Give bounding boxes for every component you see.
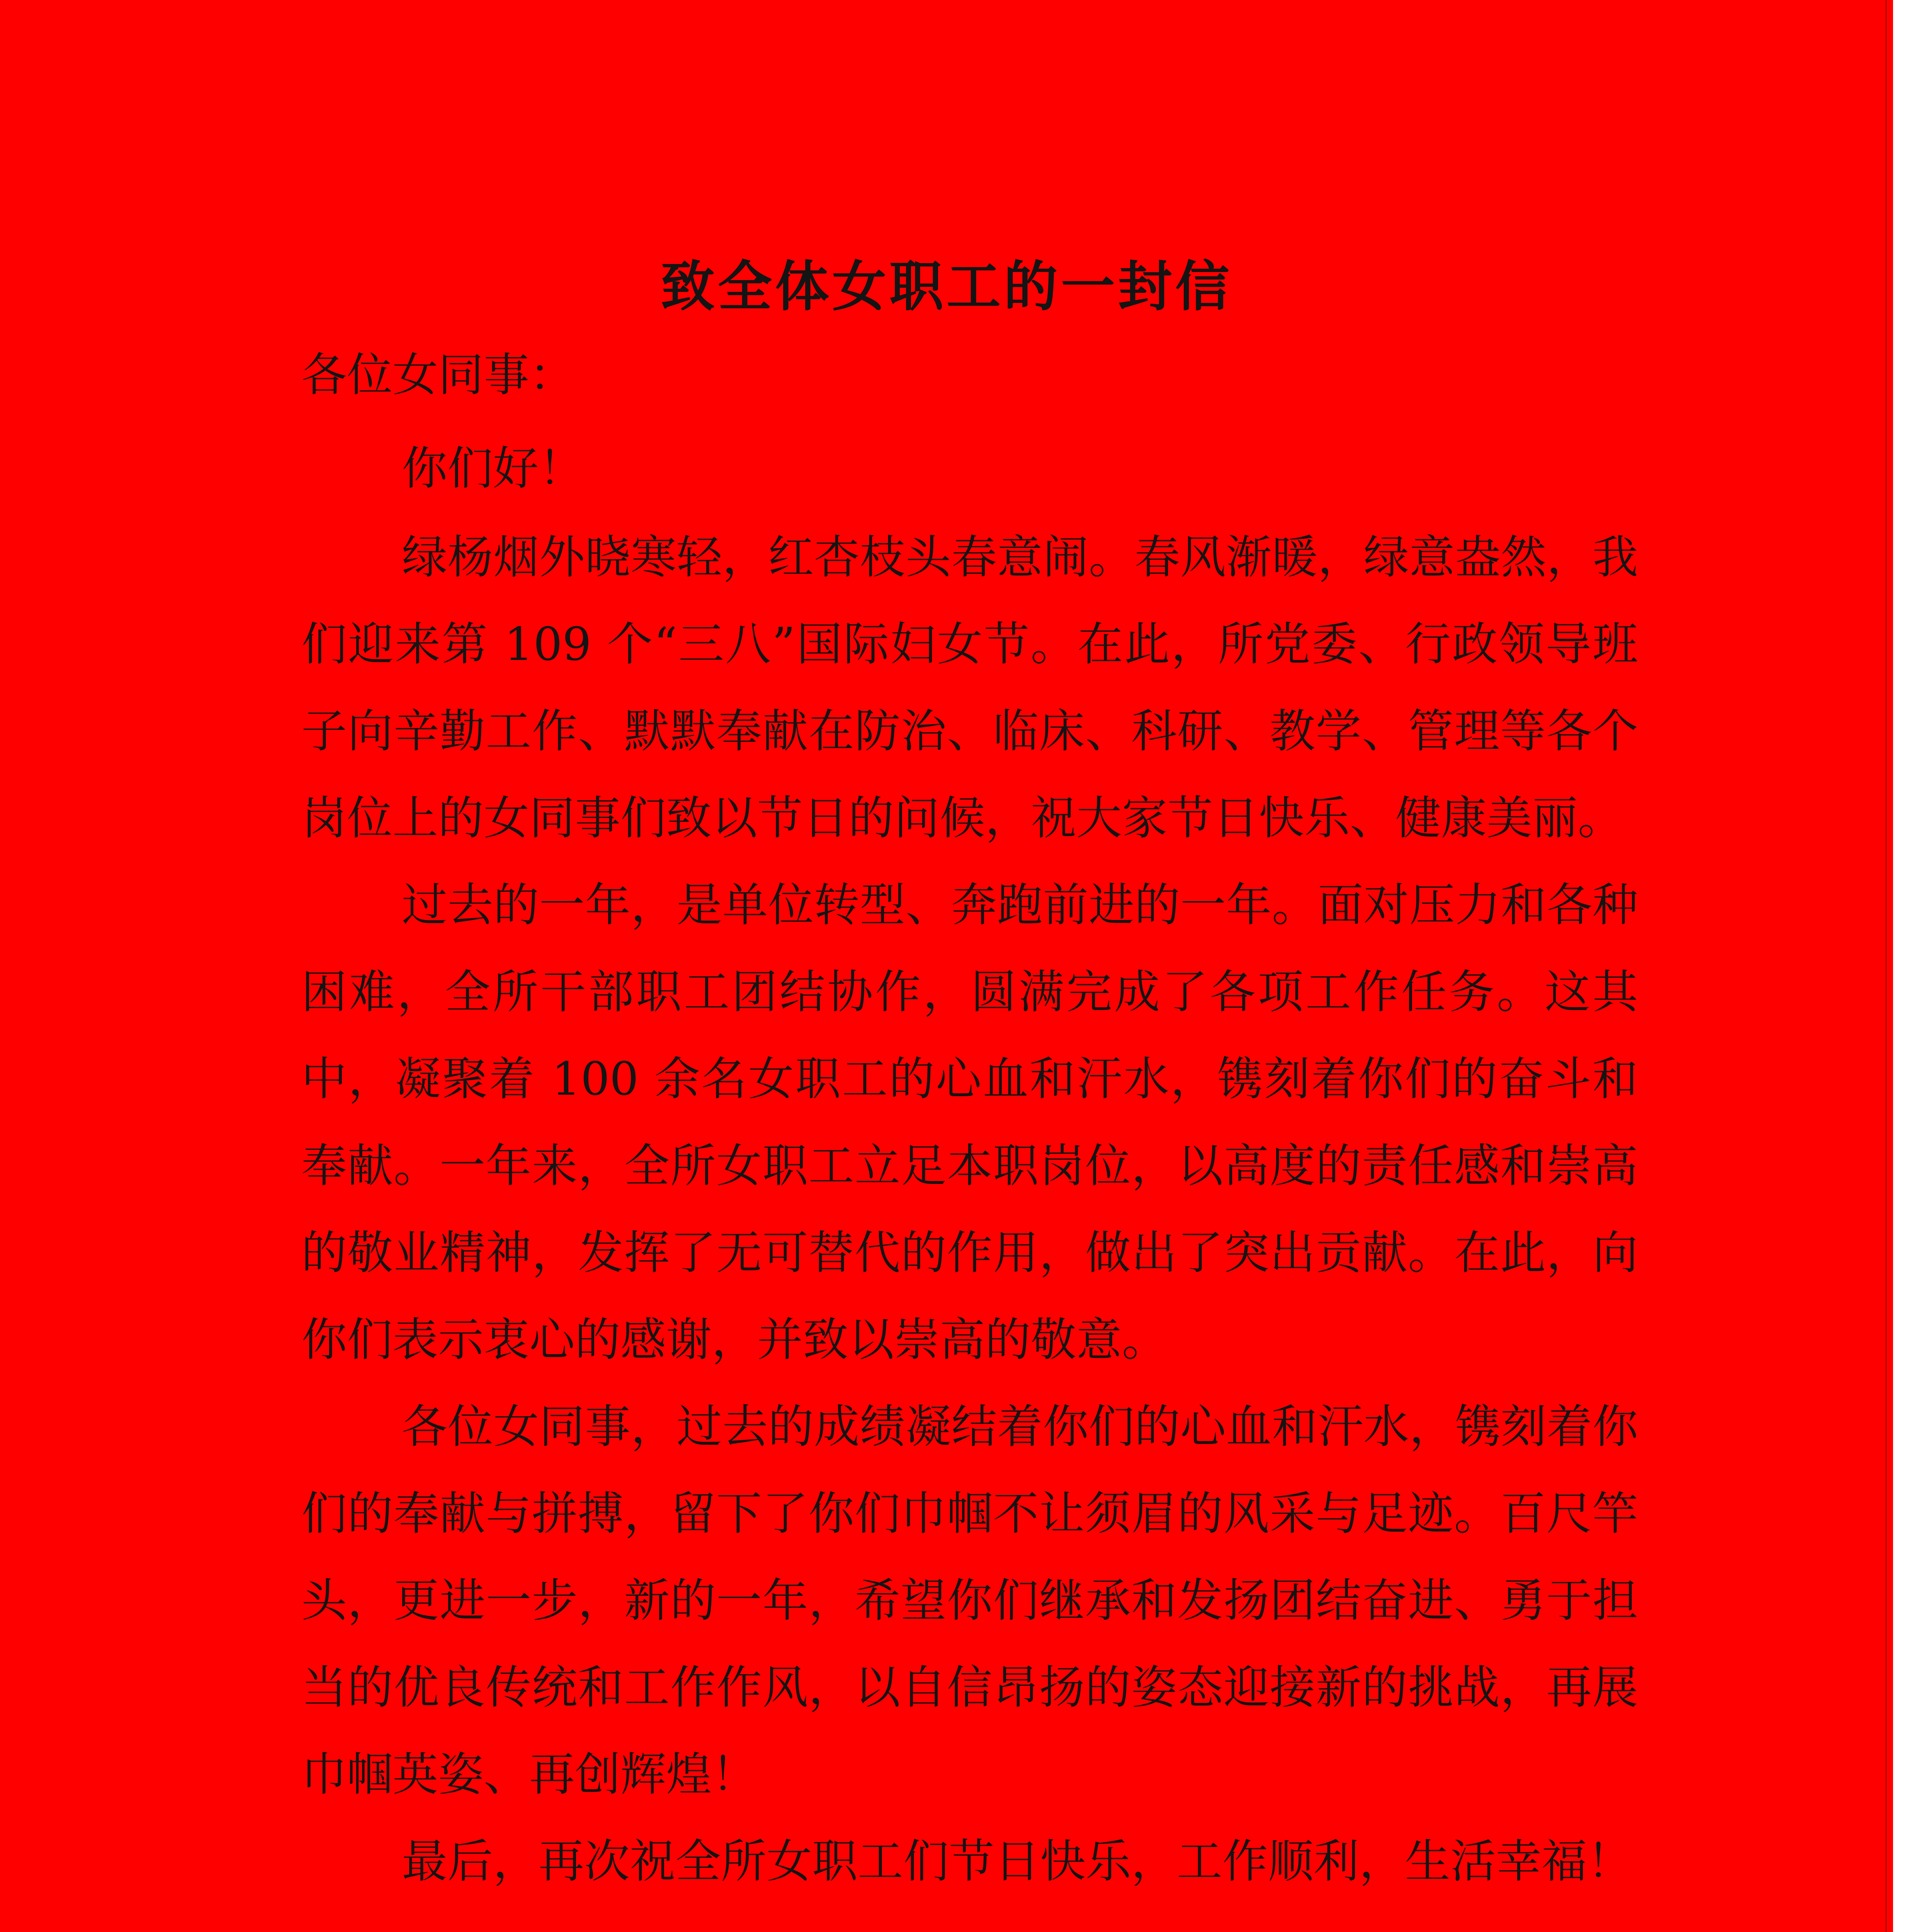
festival-greeting-paragraph: 绿杨烟外晓寒轻，红杏枝头春意闹。春风渐暖，绿意盎然，我们迎来第 109 个“三八”国际妇女节。在此，所党委、行政领导班子向辛勤工作、默默奉献在防治、临床、科研、教学、管理等各个岗位上的女同事们致以节日的问候，祝大家节日快乐、健康美丽。 [301, 531, 1638, 845]
year-review-paragraph: 过去的一年，是单位转型、奔跑前进的一年。面对压力和各种困难，全所干部职工团结协作，圆满完成了各项工作任务。这其中，凝聚着 100 余名女职工的心血和汗水，镌刻着你们的奋斗和奉献。一年来，全所女职工立足本职岗位，以高度的责任感和崇高的敬业精神，发挥了无可替代的作用，做出了突出贡献。在此，向你们表示衷心的感谢，并致以崇高的敬意。 [301, 878, 1638, 1366]
letter-title: 致全体女职工的一封信 [660, 255, 1232, 318]
scan-margin [1893, 0, 1917, 1932]
letter-body [301, 425, 1638, 1905]
future-hopes-paragraph: 各位女同事，过去的成绩凝结着你们的心血和汗水，镌刻着你们的奉献与拼搏，留下了你们巾帼不让须眉的风采与足迹。百尺竿头，更进一步，新的一年，希望你们继承和发扬团结奋进、勇于担当的优良传统和工作作风，以自信昂扬的姿态迎接新的挑战，再展巾帼英姿、再创辉煌！ [301, 1400, 1638, 1801]
greeting-paragraph: 你们好！ [402, 442, 585, 495]
letter-salutation: 各位女同事： [301, 348, 575, 401]
closing-wishes-paragraph: 最后，再次祝全所女职工们节日快乐，工作顺利，生活幸福！ [402, 1835, 1633, 1888]
